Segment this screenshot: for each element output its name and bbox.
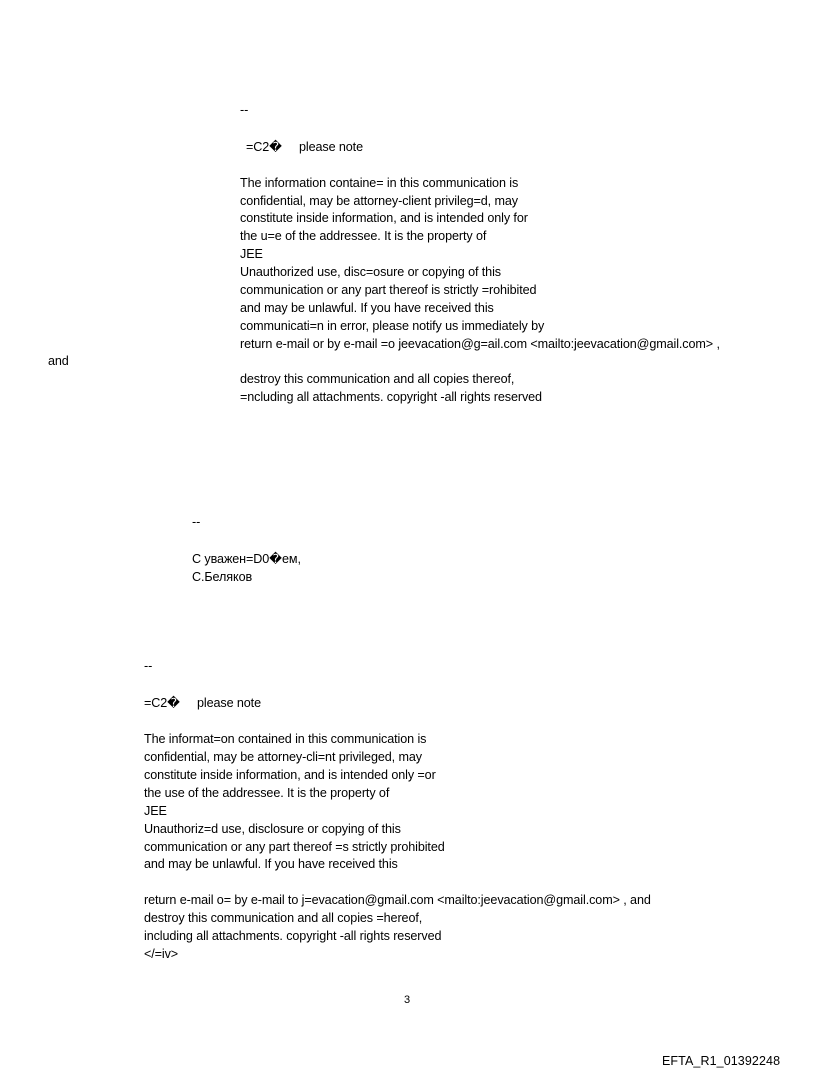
text-line: the u=e of the addressee. It is the property of <box>240 229 487 243</box>
please-note-1 <box>246 139 363 156</box>
text-line: destroy this communication and all copies thereof, <box>240 372 515 386</box>
greeting: С уважен=D0�ем, <box>192 552 301 566</box>
note-text-1: please note <box>298 140 363 154</box>
text-line: the use of the addressee. It is the property of <box>144 786 390 800</box>
text-line: Unauthorized use, disc=osure or copying of this <box>240 265 501 279</box>
separator-3: -- <box>144 659 153 673</box>
closing-tag: </=iv> <box>144 947 179 961</box>
text-line: Unauthoriz=d use, disclosure or copying of this <box>144 822 401 836</box>
text-line: The information containe= in this communication is <box>240 176 519 190</box>
text-line: communication or any part thereof =s strictly prohibited <box>144 840 445 854</box>
page-number: 3 <box>404 994 411 1006</box>
text-line: JEE <box>144 804 167 818</box>
note-text-2: please note <box>196 696 261 710</box>
text-line: confidential, may be attorney-cli=nt privileged, may <box>144 750 422 764</box>
text-line: communicati=n in error, please notify us immediately by <box>240 319 545 333</box>
text-line: constitute inside information, and is intended only for <box>240 211 528 225</box>
separator-2: -- <box>192 515 201 529</box>
text-line: including all attachments. copyright -all rights reserved <box>144 929 442 943</box>
signature-name: С.Беляков <box>192 570 253 584</box>
please-note-2 <box>144 695 261 712</box>
text-line: and may be unlawful. If you have received this <box>144 857 398 871</box>
text-line: confidential, may be attorney-client privileg=d, may <box>240 194 518 208</box>
text-line: constitute inside information, and is intended only =or <box>144 768 436 782</box>
separator-1: -- <box>240 103 249 117</box>
text-line: destroy this communication and all copies =hereof, <box>144 911 423 925</box>
text-line: communication or any part thereof is strictly =rohibited <box>240 283 537 297</box>
text-line: JEE <box>240 247 263 261</box>
text-line: and may be unlawful. If you have received this <box>240 301 494 315</box>
note-prefix-1: =C2� <box>246 140 282 154</box>
text-line-email: return e-mail o= by e-mail to j=evacation@gmail.com <mailto:jeevacation@gmail.com> , and <box>144 893 651 907</box>
wrapped-and: and <box>48 354 69 368</box>
text-line: =ncluding all attachments. copyright -all rights reserved <box>240 390 542 404</box>
text-line: The informat=on contained in this communication is <box>144 732 427 746</box>
note-prefix-2: =C2� <box>144 696 180 710</box>
text-line-email: return e-mail or by e-mail =o jeevacation@g=ail.com <mailto:jeevacation@gmail.com> , <box>240 337 720 351</box>
bates-number: EFTA_R1_01392248 <box>662 1054 781 1068</box>
